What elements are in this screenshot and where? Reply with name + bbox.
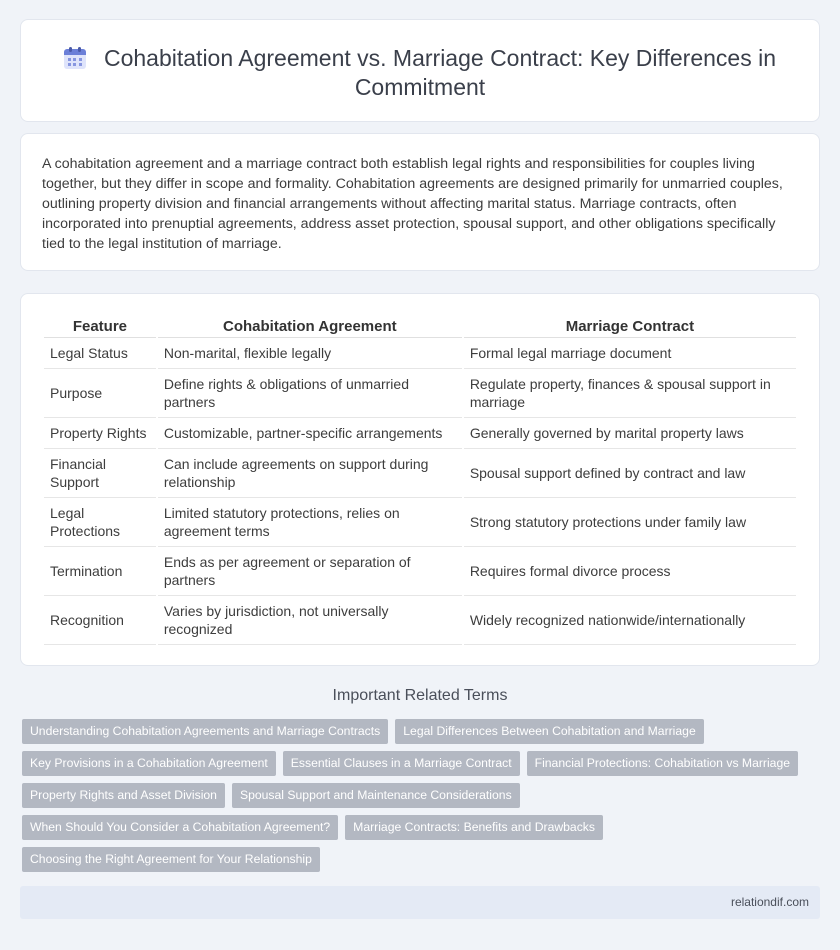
- footer-site[interactable]: relationdif.com: [730, 895, 809, 909]
- page-title-row: [21, 44, 819, 102]
- related-term-link[interactable]: When Should You Consider a Cohabitation Agreement?: [22, 815, 338, 840]
- footer: [20, 886, 820, 919]
- page-title: Cohabitation Agreement vs. Marriage Contract: Key Differences in Commitment: [103, 45, 777, 100]
- table-header-row: [44, 316, 796, 338]
- table-cell: Financial Support: [44, 449, 156, 498]
- related-terms-row: [22, 751, 802, 776]
- related-term-link[interactable]: Marriage Contracts: Benefits and Drawbacks: [345, 815, 603, 840]
- table-row: [44, 547, 796, 596]
- table-row: [44, 498, 796, 547]
- table-row: [44, 449, 796, 498]
- table-row: [44, 596, 796, 645]
- related-term-link[interactable]: Legal Differences Between Cohabitation and Marriage: [395, 719, 703, 744]
- related-term-link[interactable]: Spousal Support and Maintenance Considerations: [232, 783, 520, 808]
- comparison-table: [42, 316, 798, 645]
- related-terms-title: Important Related Terms: [332, 687, 508, 704]
- table-cell: Strong statutory protections under family law: [464, 498, 796, 547]
- related-terms: [22, 719, 802, 879]
- table-cell: Generally governed by marital property laws: [464, 418, 796, 449]
- table-cell: Formal legal marriage document: [464, 338, 796, 369]
- table-cell: Termination: [44, 547, 156, 596]
- table-cell: Legal Protections: [44, 498, 156, 547]
- table-cell: Recognition: [44, 596, 156, 645]
- related-term-link[interactable]: Choosing the Right Agreement for Your Relationship: [22, 847, 320, 872]
- table-cell: Define rights & obligations of unmarried partners: [158, 369, 462, 418]
- table-header-cell: Cohabitation Agreement: [158, 316, 462, 338]
- table-row: [44, 369, 796, 418]
- table-cell: Regulate property, finances & spousal support in marriage: [464, 369, 796, 418]
- comparison-card: [20, 293, 820, 666]
- table-row: [44, 418, 796, 449]
- table-cell: Non-marital, flexible legally: [158, 338, 462, 369]
- intro-paragraph: A cohabitation agreement and a marriage contract both establish legal rights and responsibilities for couples living together, but they differ in scope and formality. Cohabitation agreements are designed primarily for unmarried couples, outlining property division and financial arrangements without affecting marital status. Marriage contracts, often incorporated into prenuptial agreements, address asset protection, spousal support, and other obligations specifically tied to the legal institution of marriage.: [42, 156, 783, 252]
- related-terms-row: [22, 783, 802, 808]
- table-cell: Spousal support defined by contract and law: [464, 449, 796, 498]
- related-terms-row: [22, 719, 802, 744]
- intro-card: [20, 133, 820, 271]
- table-cell: Customizable, partner-specific arrangements: [158, 418, 462, 449]
- table-cell: Requires formal divorce process: [464, 547, 796, 596]
- table-cell: Can include agreements on support during relationship: [158, 449, 462, 498]
- table-cell: Widely recognized nationwide/internationally: [464, 596, 796, 645]
- table-row: [44, 338, 796, 369]
- header-card: [20, 19, 820, 122]
- table-cell: Varies by jurisdiction, not universally recognized: [158, 596, 462, 645]
- calendar-icon: [64, 47, 86, 69]
- table-cell: Property Rights: [44, 418, 156, 449]
- table-cell: Limited statutory protections, relies on agreement terms: [158, 498, 462, 547]
- related-terms-row: [22, 815, 802, 840]
- related-term-link[interactable]: Key Provisions in a Cohabitation Agreement: [22, 751, 276, 776]
- table-cell: Legal Status: [44, 338, 156, 369]
- table-header-cell: Marriage Contract: [464, 316, 796, 338]
- related-term-link[interactable]: Property Rights and Asset Division: [22, 783, 225, 808]
- related-term-link[interactable]: Financial Protections: Cohabitation vs Marriage: [527, 751, 798, 776]
- table-cell: Ends as per agreement or separation of partners: [158, 547, 462, 596]
- related-term-link[interactable]: Understanding Cohabitation Agreements and Marriage Contracts: [22, 719, 388, 744]
- table-header-cell: Feature: [44, 316, 156, 338]
- table-cell: Purpose: [44, 369, 156, 418]
- related-terms-row: [22, 847, 802, 872]
- related-term-link[interactable]: Essential Clauses in a Marriage Contract: [283, 751, 520, 776]
